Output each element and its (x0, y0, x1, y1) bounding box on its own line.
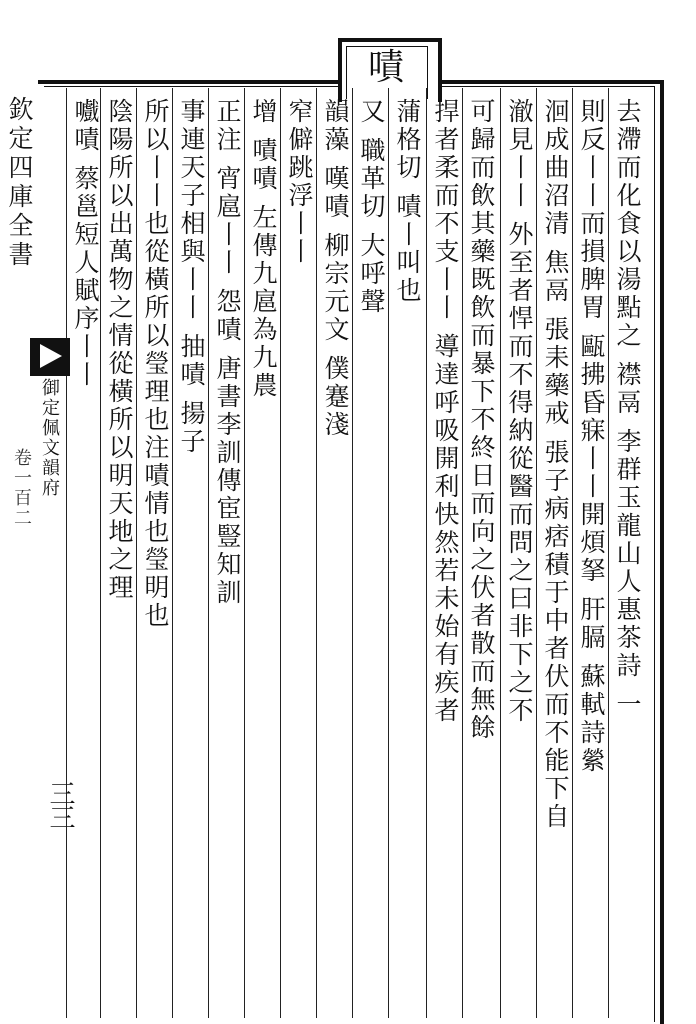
column-rule (172, 88, 173, 1018)
text-column: 正注 宵扈丨丨 怨嘖 唐書李訓傳宦豎知訓 (213, 98, 242, 607)
column-rule (352, 88, 353, 1018)
volume-label: 卷一百二 (11, 448, 32, 528)
column-rule (66, 88, 67, 1018)
text-column: 洄成曲沼清 焦鬲 張耒藥戒 張子病痞積于中者伏而不能下自 (541, 98, 570, 831)
column-rule (100, 88, 101, 1018)
column-rule (500, 88, 501, 1018)
text-column: 蒲格切 嘖丨叫也 (393, 98, 422, 305)
text-column: 又 職革切 大呼聲 (357, 98, 386, 316)
fishtail-mark-icon (30, 338, 70, 376)
column-rule (208, 88, 209, 1018)
column-rule (280, 88, 281, 1018)
text-column: 則反丨丨而損脾胃 甌拂昏寐丨丨開煩拏 肝膈 蘇軾詩縈 (577, 98, 606, 775)
text-column: 所以丨丨也從橫所以瑩理也注嘖情也瑩明也 (141, 98, 170, 630)
text-column: 捍者柔而不支丨丨 導達呼吸開利快然若未始有疾者 (431, 98, 460, 725)
text-column: 增 嘖嘖 左傳九扈為九農 (249, 98, 278, 400)
text-column: 嚱嘖 蔡邕短人賦序丨丨 (71, 98, 100, 389)
column-rule (462, 88, 463, 1018)
book-title: 御定佩文韻府 (39, 378, 60, 498)
text-column: 陰陽所以出萬物之情從橫所以明天地之理 (105, 98, 134, 602)
text-column: 事連天子相與丨丨 抽嘖 揚子 (177, 98, 206, 456)
column-rule (244, 88, 245, 1018)
column-rule (388, 88, 389, 1018)
column-rule (136, 88, 137, 1018)
text-column: 窄僻跳浮丨丨 (285, 98, 314, 266)
text-column: 澈見丨丨 外至者悍而不得納從醫而問之曰非下之不 (505, 98, 534, 725)
column-rule (316, 88, 317, 1018)
column-rule (426, 88, 427, 1018)
library-label: 欽定四庫全書 (5, 96, 34, 270)
heading-character: 嘖 (367, 47, 404, 88)
text-column: 可歸而飲其藥既飲而暴下不終日而向之伏者散而無餘 (467, 98, 496, 742)
column-rule (608, 88, 609, 1018)
column-rule (572, 88, 573, 1018)
column-rule (536, 88, 537, 1018)
text-column: 去滯而化食以湯點之 襟鬲 李群玉龍山人惠茶詩 一 (613, 98, 642, 719)
page-number: 三三 (45, 780, 75, 828)
text-column: 韻藻 嘆嘖 柳宗元文 僕蹇淺 (321, 98, 350, 439)
